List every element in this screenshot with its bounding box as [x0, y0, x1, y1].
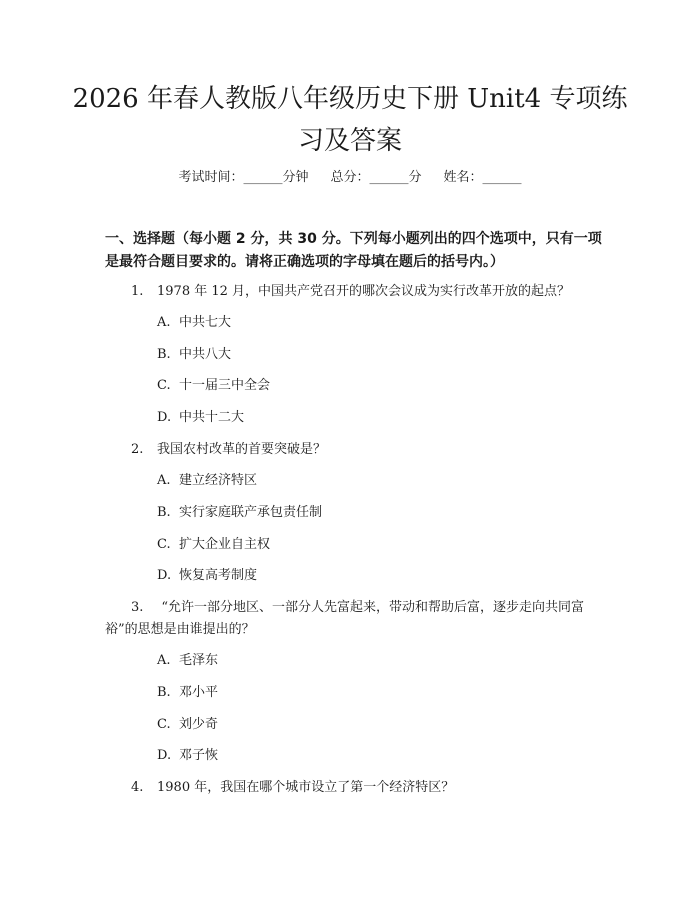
option-letter: A. — [157, 315, 171, 330]
option-text: 十一届三中全会 — [179, 378, 271, 393]
question-2 — [105, 439, 610, 461]
option-letter: C. — [157, 717, 171, 732]
option-3d — [157, 746, 218, 766]
option-text: 邓小平 — [179, 685, 219, 700]
option-letter: D. — [157, 568, 172, 583]
option-2c — [157, 535, 270, 555]
section-heading-multiple-choice: 一、选择题（每小题 2 分，共 30 分。下列每小题列出的四个选项中，只有一项是最符合题目要求的。请将正确选项的字母填在题后的括号内。） — [105, 231, 602, 270]
question-text: 我国农村改革的首要突破是？ — [157, 442, 327, 457]
option-1a — [157, 313, 231, 333]
option-letter: B. — [157, 505, 171, 520]
option-2a — [157, 471, 257, 491]
option-text: 扩大企业自主权 — [179, 537, 271, 552]
option-1d — [157, 408, 244, 428]
question-text: 1978 年 12 月，中国共产党召开的哪次会议成为实行改革开放的起点？ — [157, 284, 571, 299]
option-text: 毛泽东 — [179, 653, 219, 668]
option-letter: A. — [157, 653, 171, 668]
question-text: 1980 年，我国在哪个城市设立了第一个经济特区？ — [157, 780, 455, 795]
option-letter: D. — [157, 748, 172, 763]
option-text: 中共八大 — [179, 347, 232, 362]
option-letter: C. — [157, 537, 171, 552]
question-3 — [105, 597, 610, 641]
option-3b — [157, 683, 218, 703]
question-number: 3. — [131, 600, 144, 615]
option-3a — [157, 651, 218, 671]
option-letter: B. — [157, 347, 171, 362]
question-number: 4. — [131, 780, 144, 795]
total-score-field: 总分：______分 — [330, 170, 422, 185]
option-text: 刘少奇 — [179, 717, 219, 732]
option-text: 恢复高考制度 — [179, 568, 258, 583]
option-letter: D. — [157, 410, 172, 425]
exam-time-field: 考试时间：______分钟 — [178, 170, 309, 185]
option-1c — [157, 376, 270, 396]
option-letter: A. — [157, 473, 171, 488]
question-1 — [105, 281, 610, 303]
option-text: 建立经济特区 — [179, 473, 258, 488]
question-number: 2. — [131, 442, 144, 457]
option-1b — [157, 345, 231, 365]
option-letter: C. — [157, 378, 171, 393]
question-number: 1. — [131, 284, 144, 299]
question-text: “允许一部分地区、一部分人先富起来，带动和帮助后富，逐步走向共同富裕”的思想是由谁提出的？ — [105, 600, 585, 637]
name-field: 姓名：______ — [443, 170, 522, 185]
option-text: 中共七大 — [179, 315, 232, 330]
option-3c — [157, 715, 218, 735]
option-text: 实行家庭联产承包责任制 — [179, 505, 323, 520]
option-2d — [157, 566, 257, 586]
document-title: 2026 年春人教版八年级历史下册 Unit4 专项练习及答案 — [72, 84, 628, 156]
exam-meta — [0, 168, 700, 188]
option-letter: B. — [157, 685, 171, 700]
question-4 — [105, 777, 610, 799]
option-text: 中共十二大 — [179, 410, 245, 425]
option-text: 邓子恢 — [179, 748, 219, 763]
option-2b — [157, 503, 322, 523]
